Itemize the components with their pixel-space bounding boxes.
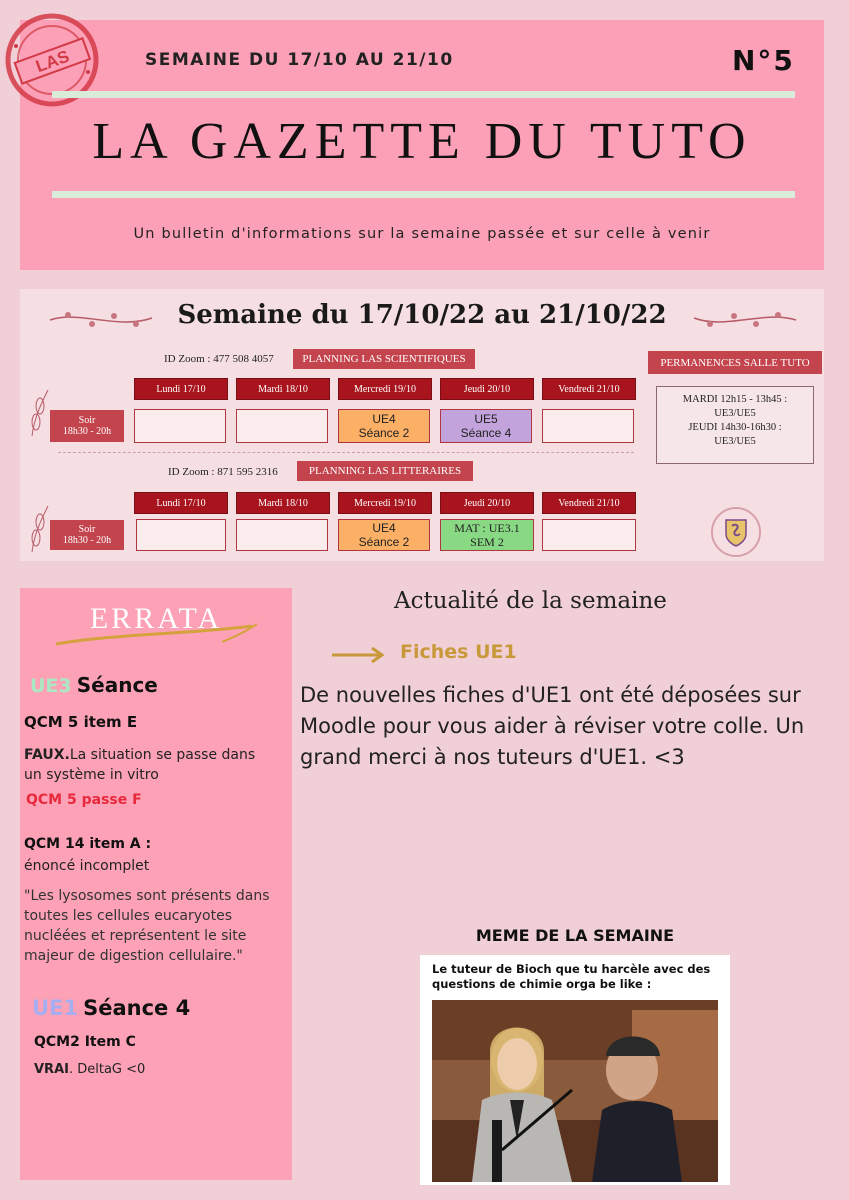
meme-title: MEME DE LA SEMAINE bbox=[475, 926, 675, 945]
planning-litteraires-label: PLANNING LAS LITTERAIRES bbox=[297, 461, 473, 481]
errata-answer bbox=[24, 745, 274, 785]
day-header: Mardi 18/10 bbox=[236, 378, 330, 400]
perm-line: JEUDI 14h30-16h30 : bbox=[688, 422, 782, 433]
zoom-id-scientifiques: ID Zoom : 477 508 4057 bbox=[164, 353, 274, 365]
vrai-label: VRAI bbox=[34, 1062, 69, 1077]
day-header: Mercredi 19/10 bbox=[338, 378, 432, 400]
page-title: LA GAZETTE DU TUTO bbox=[92, 113, 752, 170]
arrow-right-icon bbox=[330, 645, 386, 665]
divider bbox=[58, 452, 634, 453]
meme-caption: Le tuteur de Bioch que tu harcèle avec des questions de chimie orga be like : bbox=[432, 962, 711, 991]
divider bbox=[52, 191, 795, 198]
perm-line: UE3/UE5 bbox=[714, 408, 756, 419]
permanences-label: PERMANENCES SALLE TUTO bbox=[648, 351, 822, 374]
perm-line: UE3/UE5 bbox=[714, 436, 756, 447]
planning-scientifiques-label: PLANNING LAS SCIENTIFIQUES bbox=[293, 349, 475, 369]
day-header: Vendredi 21/10 bbox=[542, 492, 636, 514]
schedule-cell bbox=[236, 519, 328, 551]
errata-answer bbox=[34, 1062, 145, 1077]
errata-ue3-heading bbox=[30, 673, 158, 697]
week-label: SEMAINE DU 17/10 AU 21/10 bbox=[145, 50, 454, 70]
slot-label: Soir 18h30 - 20h bbox=[50, 410, 124, 442]
errata-question: QCM2 Item C bbox=[34, 1034, 136, 1050]
svg-text:LAS: LAS bbox=[33, 46, 72, 77]
errata-answer-text: . DeltaG <0 bbox=[68, 1062, 146, 1077]
actualite-body: De nouvelles fiches d'UE1 ont été déposées sur Moodle pour vous aider à réviser votre colle. Un grand merci à nos tuteurs d'UE1. <3 bbox=[300, 683, 805, 769]
errata-title: ERRATA bbox=[89, 602, 223, 635]
issue-number: N°5 bbox=[732, 44, 795, 77]
errata-answer-text: La situation se passe dans un système in vitro bbox=[24, 747, 256, 783]
schedule-cell bbox=[136, 519, 226, 551]
zoom-id-litteraires: ID Zoom : 871 595 2316 bbox=[168, 466, 278, 478]
errata-quote: "Les lysosomes sont présents dans toutes les cellules eucaryotes nucléées et représentent le site majeur de digestion cellulaire." bbox=[24, 888, 270, 964]
day-header: Lundi 17/10 bbox=[134, 378, 228, 400]
errata-subtext: énoncé incomplet bbox=[24, 858, 150, 874]
errata-question: QCM 5 item E bbox=[24, 713, 138, 731]
divider bbox=[52, 91, 795, 98]
day-header: Jeudi 20/10 bbox=[440, 378, 534, 400]
day-header: Mercredi 19/10 bbox=[338, 492, 432, 514]
schedule-cell bbox=[236, 409, 328, 443]
errata-ue1-heading bbox=[32, 996, 190, 1020]
ue3-tag: UE3 bbox=[30, 675, 72, 697]
actualite-title: Actualité de la semaine bbox=[394, 588, 667, 614]
crest-logo-icon bbox=[710, 506, 762, 558]
swash-underline-icon bbox=[52, 620, 262, 650]
day-header: Vendredi 21/10 bbox=[542, 378, 636, 400]
actualite-subtitle: Fiches UE1 bbox=[400, 641, 517, 663]
schedule-cell bbox=[134, 409, 226, 443]
ue1-session-label: Séance 4 bbox=[83, 996, 191, 1020]
leaf-ornament-icon bbox=[28, 504, 52, 554]
schedule-cell bbox=[542, 409, 634, 443]
leaf-ornament-icon bbox=[28, 388, 52, 438]
day-header: Mardi 18/10 bbox=[236, 492, 330, 514]
schedule-cell: UE4 Séance 2 bbox=[338, 519, 430, 551]
perm-line: MARDI 12h15 - 13h45 : bbox=[682, 394, 788, 405]
errata-note: QCM 5 passe F bbox=[26, 792, 142, 808]
errata-question: QCM 14 item A : bbox=[24, 836, 152, 852]
faux-label: FAUX. bbox=[24, 747, 70, 763]
slot-label: Soir 18h30 - 20h bbox=[50, 520, 124, 550]
ue1-tag: UE1 bbox=[32, 996, 79, 1020]
schedule-cell bbox=[542, 519, 636, 551]
page-subtitle: Un bulletin d'informations sur la semaine passée et sur celle à venir bbox=[133, 226, 711, 242]
day-header: Jeudi 20/10 bbox=[440, 492, 534, 514]
planning-title: Semaine du 17/10/22 au 21/10/22 bbox=[177, 300, 667, 330]
schedule-cell: UE5 Séance 4 bbox=[440, 409, 532, 443]
schedule-cell: UE4 Séance 2 bbox=[338, 409, 430, 443]
permanences-box bbox=[656, 386, 814, 464]
day-header: Lundi 17/10 bbox=[134, 492, 228, 514]
ue3-session-label: Séance bbox=[76, 673, 158, 697]
meme-photo bbox=[432, 1000, 718, 1182]
schedule-cell: MAT : UE3.1 SEM 2 bbox=[440, 519, 534, 551]
